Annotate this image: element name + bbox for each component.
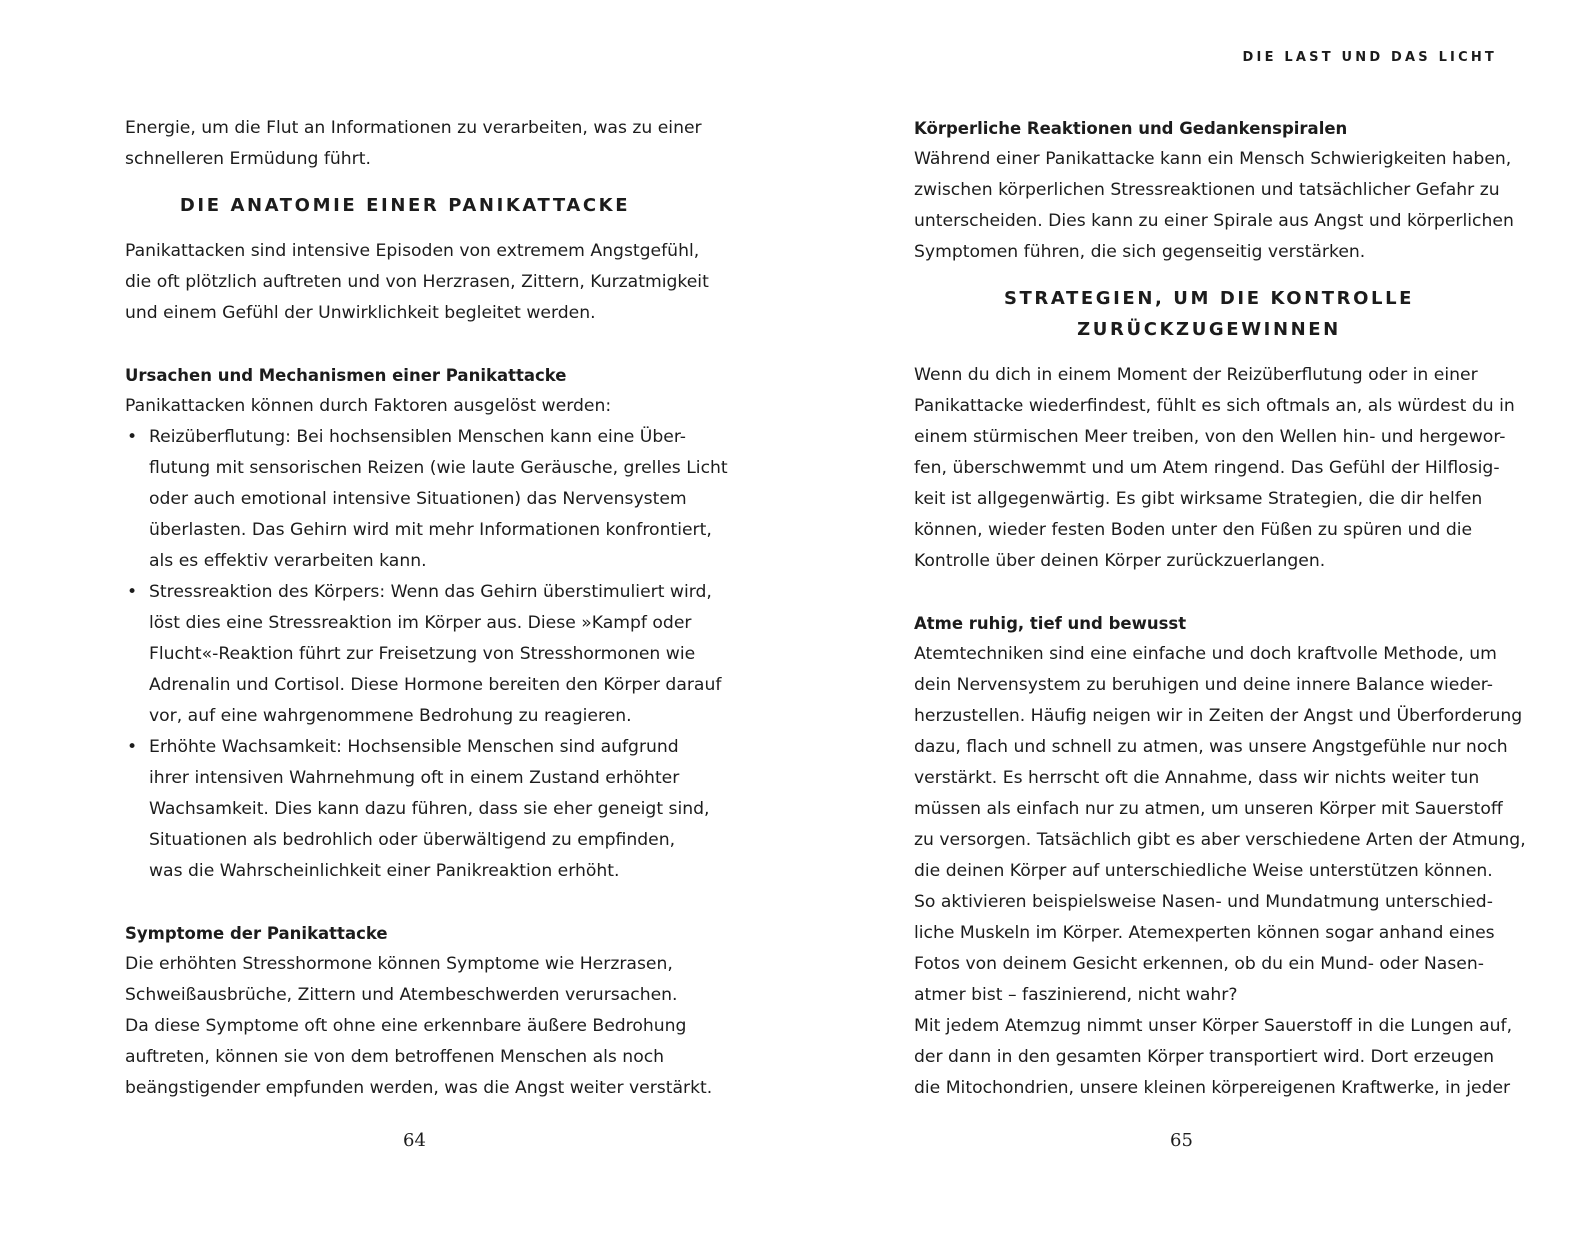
subheading-causes: Ursachen und Mechanismen einer Panikattacke: [125, 366, 567, 385]
intro-paragraph: [125, 236, 715, 329]
text-line: unterscheiden. Dies kann zu einer Spirale aus Angst und körperlichen: [914, 211, 1514, 231]
page-number: 65: [1170, 1130, 1193, 1151]
causes-bullet-list: [125, 422, 728, 887]
text-line: Atemtechniken sind eine einfache und doch kraftvolle Methode, um: [914, 644, 1497, 664]
text-line: Wenn du dich in einem Moment der Reizüberflutung oder in einer: [914, 365, 1478, 385]
text-line: Flucht«-Reaktion führt zur Freisetzung von Stresshormonen wie: [149, 644, 696, 664]
text-line: Wachsamkeit. Dies kann dazu führen, dass sie eher geneigt sind,: [149, 799, 710, 819]
text-line: löst dies eine Stressreaktion im Körper aus. Diese »Kampf oder: [149, 613, 692, 633]
text-line: keit ist allgegenwärtig. Es gibt wirksame Strategien, die dir helfen: [914, 489, 1483, 509]
text-line: Energie, um die Flut an Informationen zu verarbeiten, was zu einer: [125, 118, 702, 138]
left-text-column: [125, 113, 728, 1104]
text-line: • Stressreaktion des Körpers: Wenn das Gehirn überstimuliert wird,: [149, 582, 712, 602]
right-page: [797, 0, 1594, 1240]
text-line: Situationen als bedrohlich oder überwältigend zu empfinden,: [149, 830, 676, 850]
text-line: atmer bist – faszinierend, nicht wahr?: [914, 985, 1238, 1005]
text-line: dazu, flach und schnell zu atmen, was unsere Angstgefühle nur noch: [914, 737, 1508, 757]
bullet-item: [125, 422, 728, 577]
opening-paragraph: [125, 113, 715, 175]
text-line: beängstigender empfunden werden, was die Angst weiter verstärkt.: [125, 1078, 713, 1098]
text-line: verstärkt. Es herrscht oft die Annahme, dass wir nichts weiter tun: [914, 768, 1480, 788]
running-head: DIE LAST UND DAS LICHT: [1242, 50, 1497, 65]
subheading-breathe: Atme ruhig, tief und bewusst: [914, 614, 1187, 633]
right-text-column: [914, 113, 1526, 1104]
text-line: vor, auf eine wahrgenommene Bedrohung zu reagieren.: [149, 706, 632, 726]
text-line: Während einer Panikattacke kann ein Mensch Schwierigkeiten haben,: [914, 149, 1512, 169]
strategies-paragraph: [914, 360, 1515, 577]
section-heading-anatomy: DIE ANATOMIE EINER PANIKATTACKE: [179, 195, 631, 216]
paragraph-spacer: [125, 887, 715, 918]
text-line: herzustellen. Häufig neigen wir in Zeiten der Angst und Überforderung: [914, 706, 1523, 726]
text-line: • Erhöhte Wachsamkeit: Hochsensible Menschen sind aufgrund: [149, 737, 679, 757]
text-line: Da diese Symptome oft ohne eine erkennbare äußere Bedrohung: [125, 1016, 687, 1036]
text-line: können, wieder festen Boden unter den Füßen zu spüren und die: [914, 520, 1473, 540]
subheading-reactions: Körperliche Reaktionen und Gedankenspiralen: [914, 119, 1348, 138]
text-line: die Mitochondrien, unsere kleinen körpereigenen Kraftwerke, in jeder: [914, 1078, 1511, 1098]
text-line: • Reizüberflutung: Bei hochsensiblen Menschen kann eine Über-: [149, 427, 686, 447]
text-line: auftreten, können sie von dem betroffenen Menschen als noch: [125, 1047, 665, 1067]
text-line: fen, überschwemmt und um Atem ringend. Das Gefühl der Hilflosig-: [914, 458, 1500, 478]
text-line: liche Muskeln im Körper. Atemexperten können sogar anhand eines: [914, 923, 1495, 943]
text-line: oder auch emotional intensive Situationen) das Nervensystem: [149, 489, 687, 509]
text-line: Mit jedem Atemzug nimmt unser Körper Sauerstoff in die Lungen auf,: [914, 1016, 1513, 1036]
text-line: die deinen Körper auf unterschiedliche Weise unterstützen können.: [914, 861, 1493, 881]
text-line: dein Nervensystem zu beruhigen und deine innere Balance wieder-: [914, 675, 1493, 695]
text-line: Fotos von deinem Gesicht erkennen, ob du ein Mund- oder Nasen-: [914, 954, 1484, 974]
bullet-item: [125, 577, 722, 732]
heading-line: STRATEGIEN, UM DIE KONTROLLE: [1003, 288, 1415, 309]
text-line: einem stürmischen Meer treiben, von den Wellen hin- und hergewor-: [914, 427, 1506, 447]
text-line: ihrer intensiven Wahrnehmung oft in einem Zustand erhöhter: [149, 768, 680, 788]
text-line: Kontrolle über deinen Körper zurückzuerlangen.: [914, 551, 1326, 571]
text-line: Adrenalin und Cortisol. Diese Hormone bereiten den Körper darauf: [149, 675, 722, 695]
section-heading-strategies: [914, 268, 1504, 360]
text-line: Die erhöhten Stresshormone können Symptome wie Herzrasen,: [125, 954, 673, 974]
text-line: überlasten. Das Gehirn wird mit mehr Informationen konfrontiert,: [149, 520, 712, 540]
text-line: der dann in den gesamten Körper transportiert wird. Dort erzeugen: [914, 1047, 1495, 1067]
causes-lead: [125, 391, 715, 422]
reactions-paragraph: [914, 144, 1514, 268]
text-line: Panikattacke wiederfindest, fühlt es sich oftmals an, als würdest du in: [914, 396, 1515, 416]
text-line: So aktivieren beispielsweise Nasen- und Mundatmung unterschied-: [914, 892, 1493, 912]
text-line: zu versorgen. Tatsächlich gibt es aber verschiedene Arten der Atmung,: [914, 830, 1526, 850]
breathe-paragraph: [914, 639, 1526, 1104]
text-line: als es effektiv verarbeiten kann.: [149, 551, 427, 571]
symptoms-paragraph: [125, 949, 715, 1104]
page-number: 64: [403, 1130, 426, 1151]
text-line: flutung mit sensorischen Reizen (wie laute Geräusche, grelles Licht: [149, 458, 728, 478]
text-line: die oft plötzlich auftreten und von Herzrasen, Zittern, Kurzatmigkeit: [125, 272, 709, 292]
text-line: was die Wahrscheinlichkeit einer Panikreaktion erhöht.: [149, 861, 620, 881]
text-line: Panikattacken können durch Faktoren ausgelöst werden:: [125, 396, 612, 416]
text-line: zwischen körperlichen Stressreaktionen und tatsächlicher Gefahr zu: [914, 180, 1500, 200]
text-line: Schweißausbrüche, Zittern und Atembeschwerden verursachen.: [125, 985, 678, 1005]
text-line: schnelleren Ermüdung führt.: [125, 149, 371, 169]
text-line: Symptomen führen, die sich gegenseitig verstärken.: [914, 242, 1366, 262]
subheading-symptoms: Symptome der Panikattacke: [125, 924, 388, 943]
text-line: und einem Gefühl der Unwirklichkeit begleitet werden.: [125, 303, 596, 323]
heading-line: ZURÜCKZUGEWINNEN: [1077, 319, 1341, 340]
paragraph-spacer: [125, 329, 715, 360]
paragraph-spacer: [914, 577, 1504, 608]
text-line: Panikattacken sind intensive Episoden von extremem Angstgefühl,: [125, 241, 700, 261]
text-line: müssen als einfach nur zu atmen, um unseren Körper mit Sauerstoff: [914, 799, 1503, 819]
bullet-item: [125, 732, 715, 887]
